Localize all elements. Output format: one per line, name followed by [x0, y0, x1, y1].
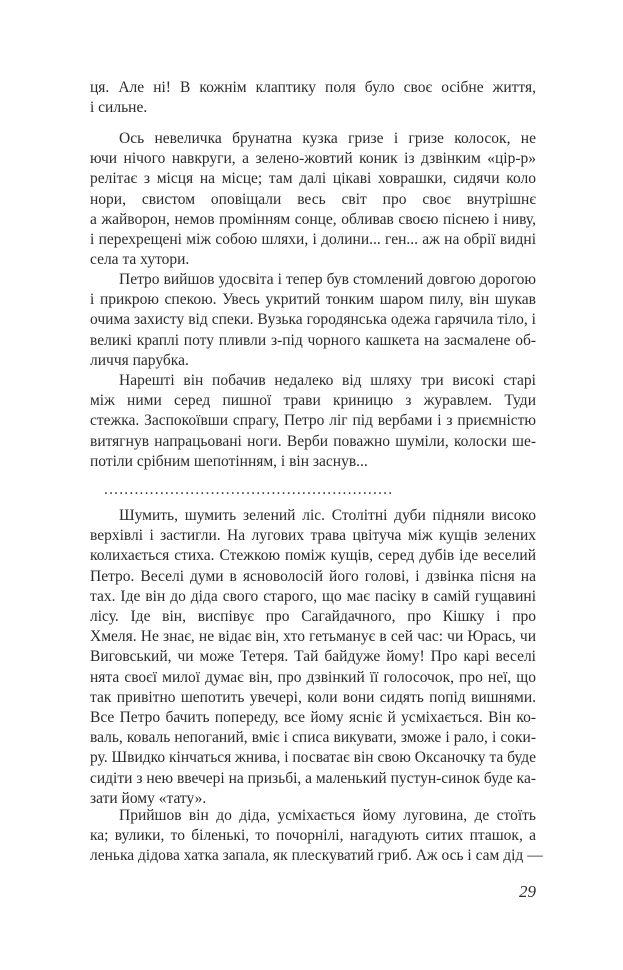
text-line: ру. Швидко кінчаться жнива, і посватає він свою Оксаночку та буде [90, 749, 536, 767]
text-line: Хмеля. Не знає, не відає він, хто гетьманує в сей час: чи Юрась, чи [90, 628, 536, 646]
text-line: великі краплі поту пливли з-під чорного кашкета на засмалене об- [90, 331, 536, 349]
text-line: витягнув напрацьовані ноги. Верби поважно шуміли, колоски ше- [90, 432, 536, 450]
text-line: нята своєї милої думає він, про дзвінкий її голосочок, про неї, що [90, 668, 536, 686]
text-line: між ними серед пишної трави криницю з журавлем. Туди [90, 392, 536, 410]
text-line: лісу. Іде він, виспівує про Сагайдачного, про Кішку і про [90, 608, 536, 625]
text-line: ленька дідова хатка запала, як плескуватий гриб. Аж ось і сам дід — [90, 847, 543, 865]
text-line: релітає з місця на місце; там далі цікаві ховрашки, сидячи коло [90, 170, 536, 188]
page-number: 29 [519, 882, 536, 901]
text-line: потіли срібним шепотінням, і він заснув... [90, 452, 368, 470]
text-line: зати йому «тату». [90, 789, 207, 807]
text-line: ця. Але ні! В кожнім клаптику поля було своє осібне життя, [90, 79, 536, 96]
text-line: так привітно шепотить увечері, коли вони сидять попід вишнями. [90, 688, 536, 706]
text-line: ючи нічого навкруги, а зелено-жовтий коник із дзвінким «цір-р» [90, 150, 536, 168]
text-line: очима захисту від спеки. Вузька городянська одежа гарячила тіло, і [90, 311, 536, 329]
text-line: сидіти з нею ввечері на призьбі, а маленький пустун-синок буде ка- [90, 769, 536, 787]
text-line: нори, свистом оповіщали весь світ про своє внутрішнє [90, 190, 536, 208]
text-line: і сильне. [90, 99, 148, 117]
text-line: ка; вулики, то біленькі, то почорнілі, нагадують ситих пташок, а [90, 827, 536, 845]
text-line: Петро. Веселі думи в ясноволосій його голові, і дзвінка пісня на [90, 567, 536, 585]
text-line: а жайворон, немов промінням сонце, обливав своєю піснею і ниву, [90, 210, 536, 228]
text-line: валь, коваль непоганий, вміє і списа викувати, зможе і рало, і соки- [90, 729, 536, 747]
text-line: і прикрою спекою. Увесь укритий тонким шаром пилу, він шукав [90, 291, 536, 309]
text-line: Шумить, шумить зелений ліс. Столітні дуби підняли високо [119, 507, 536, 524]
text-line: Петро вийшов удосвіта і тепер був стомлений довгою дорогою [119, 271, 536, 288]
text-line: Все Петро бачить попереду, все йому ясніє й усміхається. Він ко- [90, 709, 536, 726]
text-line: тах. Іде він до діда свого старого, що має пасіку в самій гущавині [90, 587, 536, 605]
text-line: верхівлі і застигли. На лугових трава цвітуча між кущів зелених [90, 527, 536, 545]
text-line: стежка. Заспокоївши спрагу, Петро ліг під вербами і з приємністю [90, 412, 536, 430]
text-line: личчя парубка. [90, 351, 189, 369]
text-line: Ось невеличка брунатна кузка гризе і гризе колосок, не [119, 130, 536, 147]
text-line: Нарешті він побачив недалеко від шляху три високі старі [119, 372, 536, 389]
text-line: Прийшов він до діда, усміхається йому луговина, де стоїть [119, 807, 536, 824]
text-line: Виговський, чи може Тетеря. Тай байдуже йому! Про карі веселі [90, 648, 536, 666]
text-line: колихається стиха. Стежкою поміж кущів, серед дубів іде веселий [90, 547, 536, 565]
text-line: села та хутори. [90, 251, 190, 269]
section-separator: ......................................................... [104, 481, 394, 498]
text-line: і перехрещені між собою шляхи, і долини... ген... аж на обрії видні [90, 231, 536, 248]
